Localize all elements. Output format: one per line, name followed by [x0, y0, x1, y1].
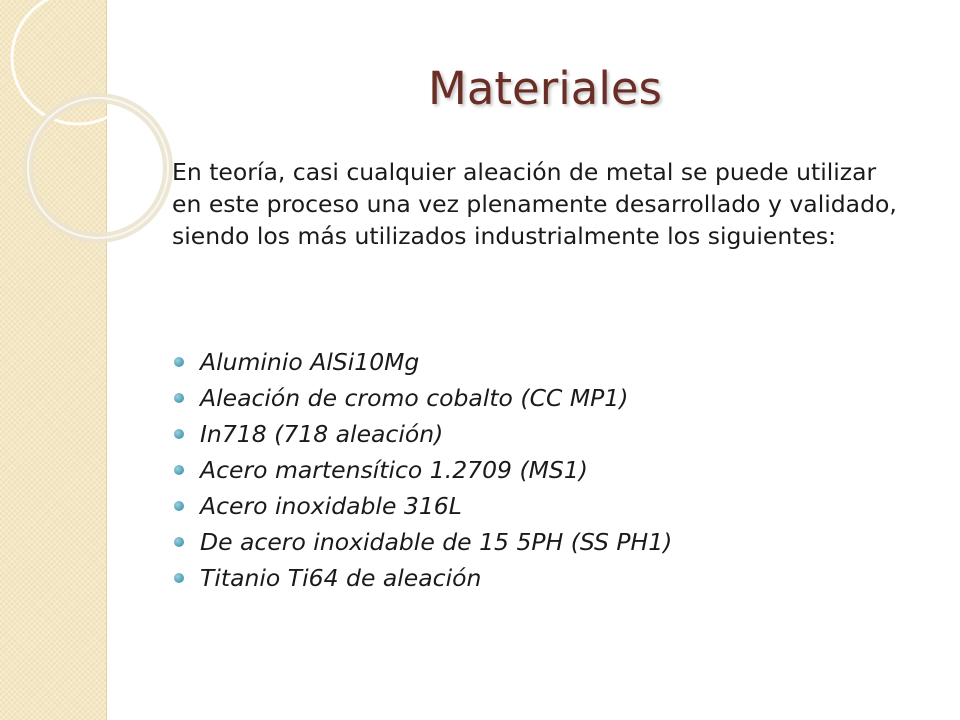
bullet-icon [174, 357, 184, 367]
material-label: In718 (718 aleación) [200, 420, 444, 448]
bullet-icon [174, 393, 184, 403]
intro-paragraph: En teoría, casi cualquier aleación de metal se puede utilizar en este proceso una vez plenamente desarrollado y validado, siendo los más utilizados industrialmente los siguientes: [172, 158, 897, 250]
list-item [172, 380, 672, 416]
material-label: Aleación de cromo cobalto (CC MP1) [200, 384, 629, 412]
bullet-icon [174, 465, 184, 475]
bullet-icon [174, 501, 184, 511]
material-label: De acero inoxidable de 15 5PH (SS PH1) [200, 528, 673, 556]
material-label: Acero martensítico 1.2709 (MS1) [200, 456, 588, 484]
materials-list [172, 344, 672, 596]
decorative-rings-icon [0, 0, 200, 260]
slide-title: Materiales [428, 62, 662, 115]
material-label: Titanio Ti64 de aleación [200, 564, 482, 592]
list-item [172, 344, 672, 380]
bullet-icon [174, 537, 184, 547]
list-item [172, 560, 672, 596]
material-label: Acero inoxidable 316L [200, 492, 462, 520]
list-item [172, 452, 672, 488]
bullet-icon [174, 573, 184, 583]
list-item [172, 524, 672, 560]
list-item [172, 416, 672, 452]
list-item [172, 488, 672, 524]
material-label: Aluminio AlSi10Mg [200, 348, 420, 376]
bullet-icon [174, 429, 184, 439]
